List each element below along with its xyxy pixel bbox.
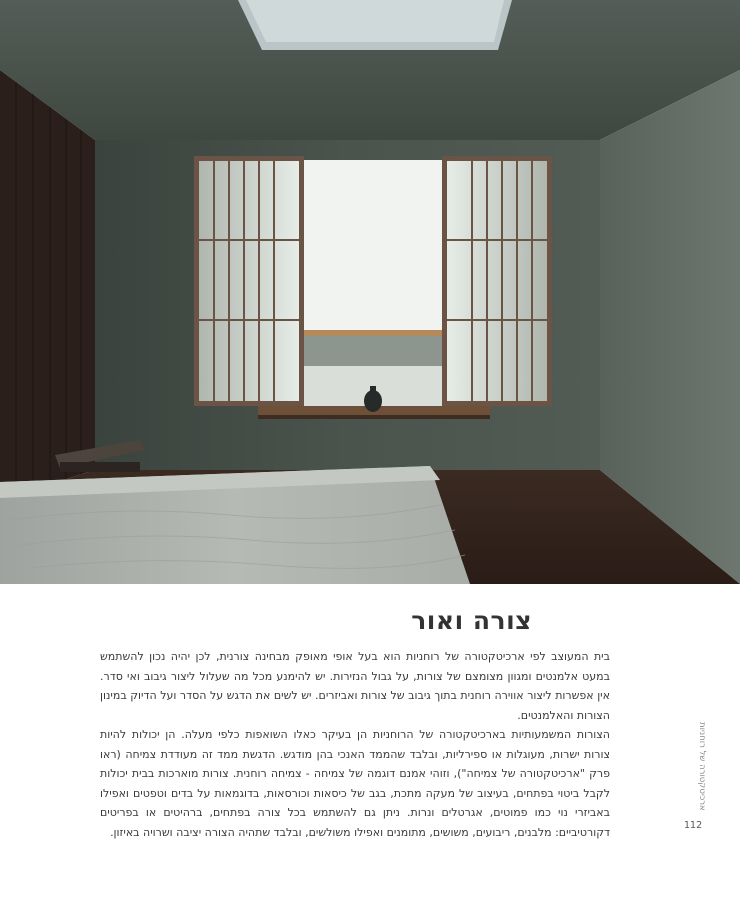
article-paragraph-1: בית המעוצב לפי ארכיטקטורה של רוחניות הוא בעל אופי מאופק מבחינה צורנית, לכן יהיה נכון להשתמש במעט אלמנטים ומגוון מצומצם של צורות, על גבול הנזירות. יש להימנע מכל מה שעלול ליצור גיבוב ואי סדר. אין אפשרות ליצור אווירה רוחנית בתוך גיבוב של צורות ואביזרים. יש לשים את הדגש על הסדר ועל הדיוק במינון הצורות והאלמנטים. (100, 650, 610, 722)
running-title: ארכיטקטורה של רוחניות (697, 722, 707, 811)
section-heading: צורה ואור (411, 606, 532, 635)
article-paragraph-2: הצורות המשמעותיות בארכיטקטורה של הרוחניות הן בעיקר כאלו השואפות כלפי מעלה. הן יכולות להיות צורות ישרות, מעוגלות או ספירליות, ובלבד שהממד האנכי בהן מודגש. הדגשת ממד זה מעודדת צמיחה (ראו פרק "ארכיטקטורה של צמיחה"), וזוהי אמנם דוגמה של צמיחה - צמיחה רוחנית. צורות מוארכות בבית יכולות לקבל ביטוי בפתחים, בעיצוב של מעקה מתכת, בגב של כיסאות וכורסאות, בדוגמאות על בדים וטפטים ואפילו באביזרי נוי כמו פמוטים, אגרטלים ונרות. ניתן גם להשתמש בכל צורה בפתחים, ברהיטים או בפריטים דקורטיביים: מלבנים, ריבועים, משושים, מתומנים ואפילו משולשים, ובלבד שתהיה הצורה יציבה ושרויה באיזון. (100, 728, 610, 839)
page-number: 112 (684, 820, 703, 831)
article-text-area (0, 584, 740, 898)
